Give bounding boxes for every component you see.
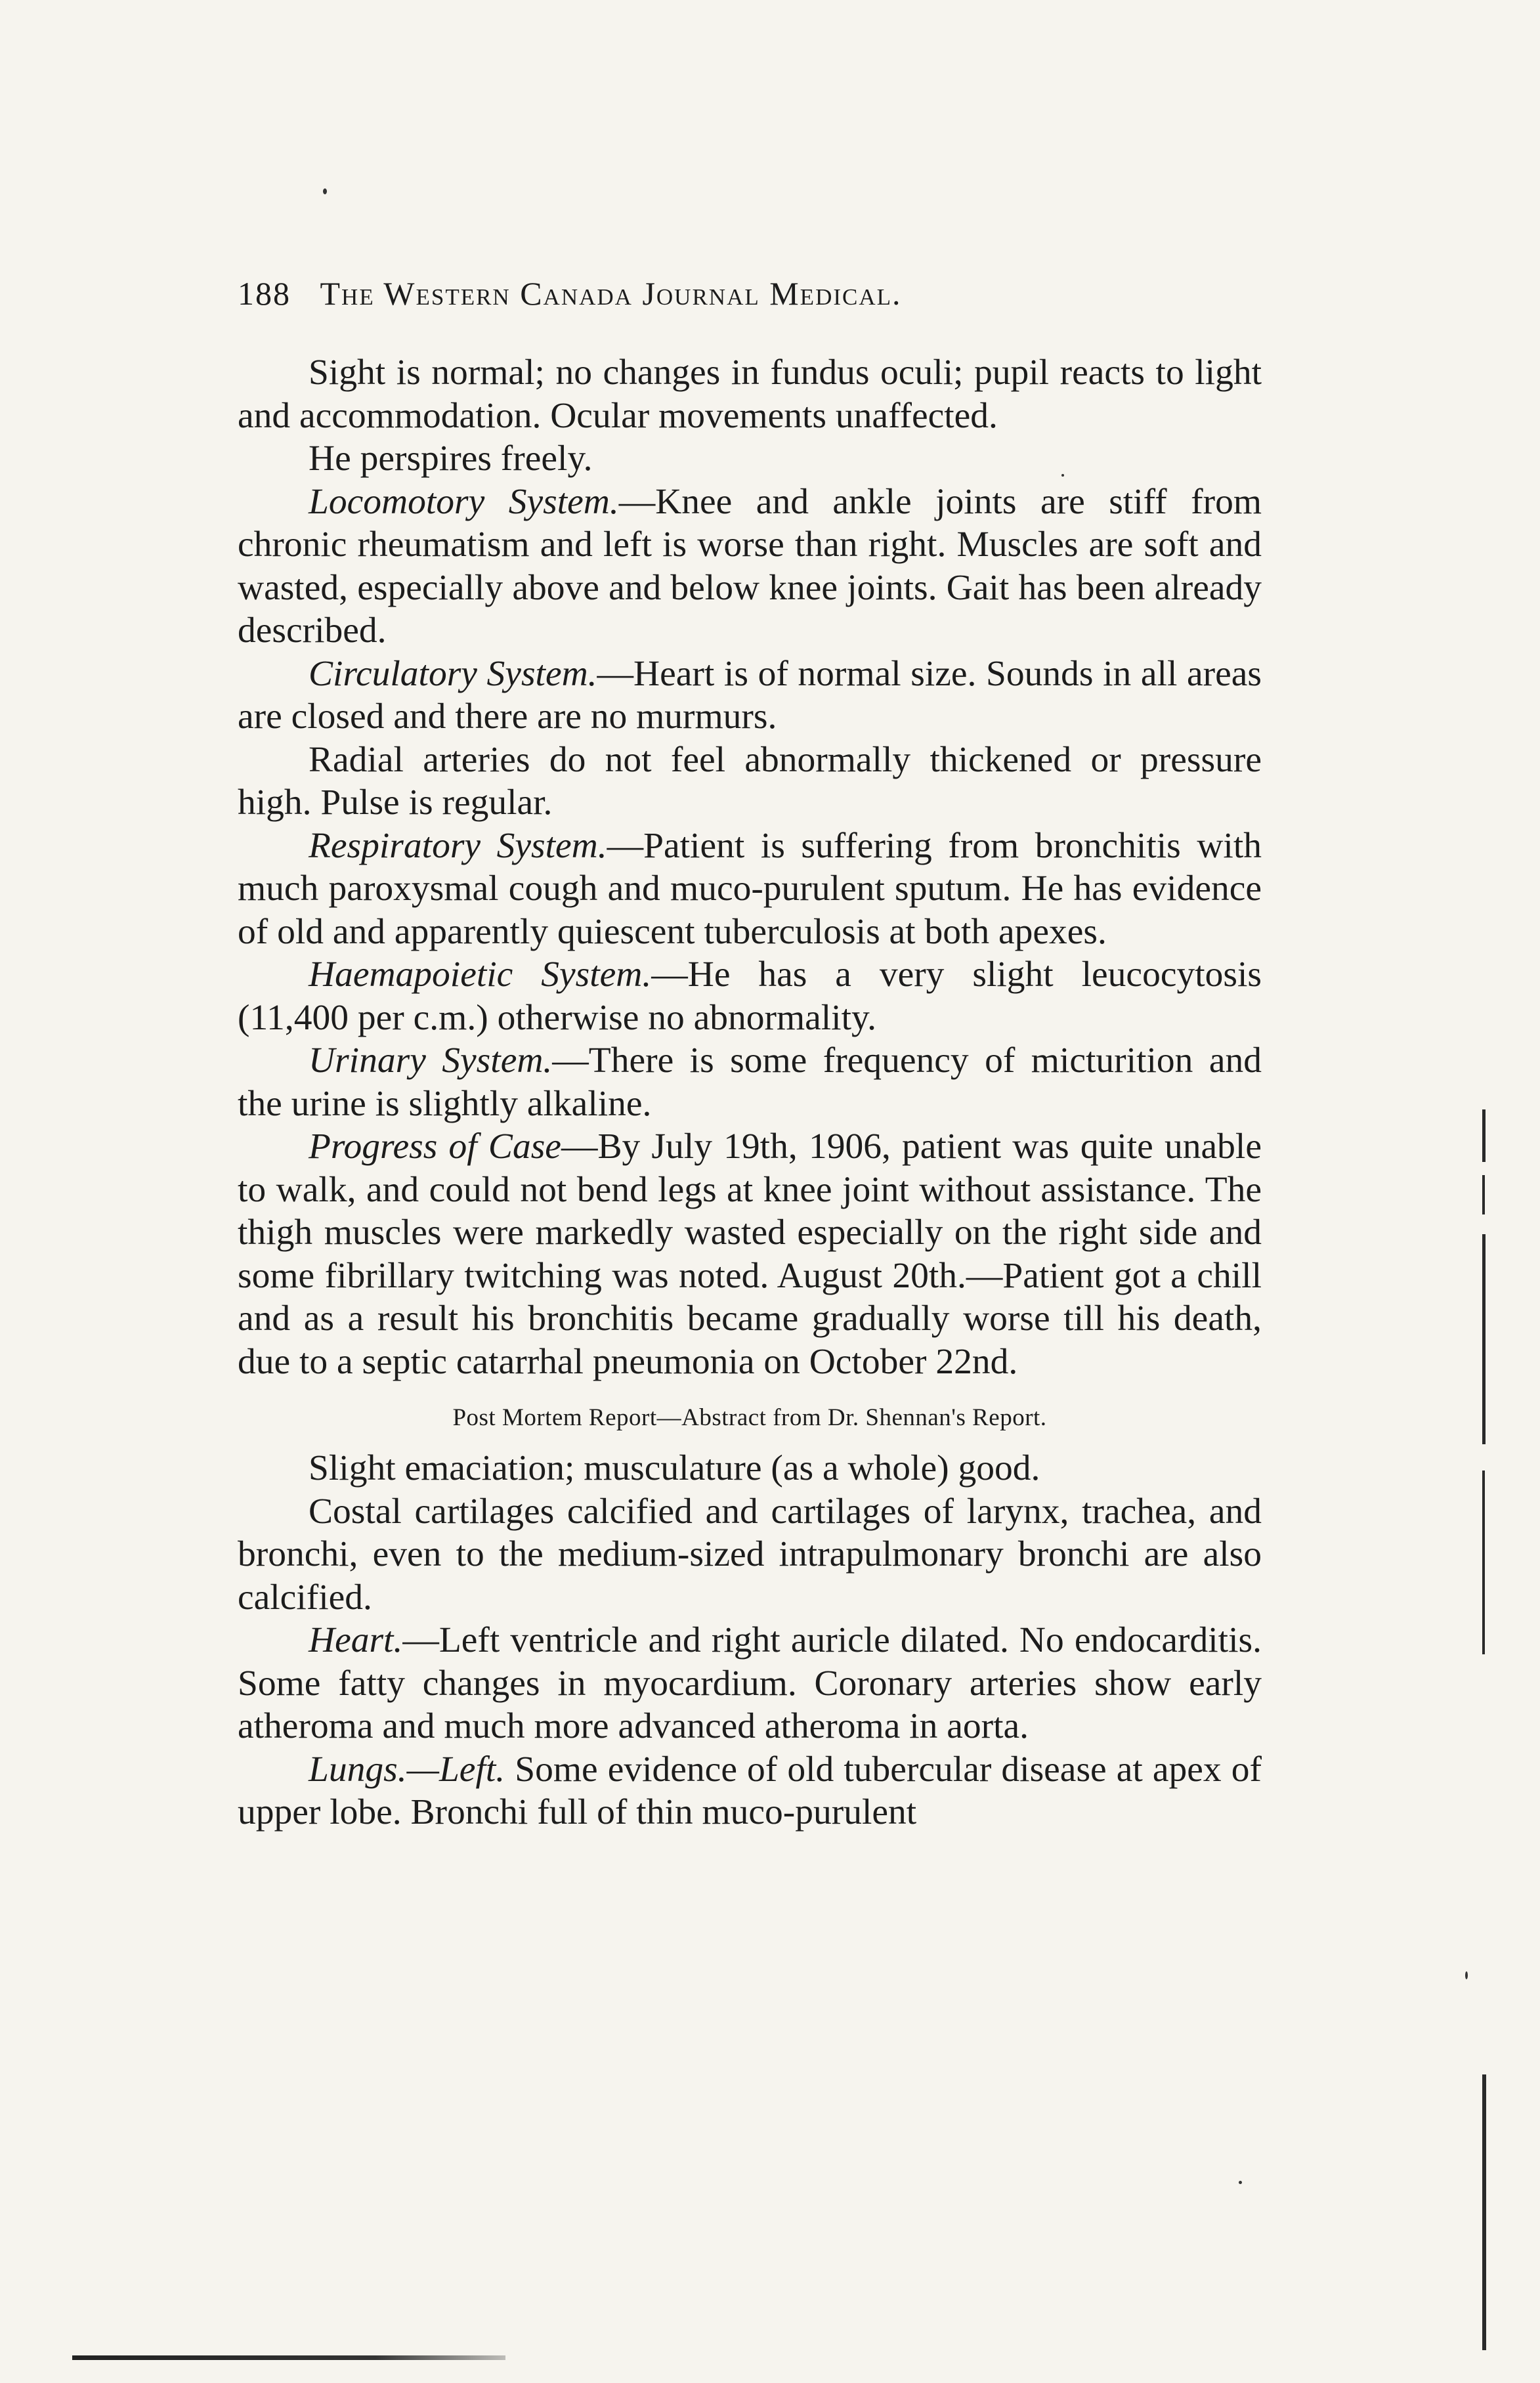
margin-rule [1482, 1175, 1485, 1214]
paragraph: He perspires freely. [309, 439, 593, 479]
article-body [238, 351, 1262, 1834]
margin-rule [1482, 1109, 1486, 1162]
paragraph: Sight is normal; no changes in fundus oculi; pupil reacts to light and accommodation. Ocular movements unaffected. [238, 353, 1262, 436]
margin-rule [1482, 1471, 1485, 1654]
print-speck [323, 188, 327, 194]
section-heading: Post Mortem Report—Abstract from Dr. Shennan's Report. [452, 1404, 1047, 1431]
page-number: 188 [238, 275, 291, 312]
margin-rule [1482, 1234, 1486, 1444]
system-label: Urinary System. [309, 1041, 553, 1081]
system-label: Locomotory System. [309, 481, 619, 522]
paragraph: Urinary System.—There is some frequency of micturition and the urine is slightly alkaline. [238, 1041, 1262, 1124]
system-label: Haemapoietic System. [309, 955, 652, 995]
organ-label: Heart. [309, 1620, 403, 1660]
paragraph: Respiratory System.—Patient is suffering from bronchitis with much paroxysmal cough and muco-purulent sputum. He has evidence of old and apparently quiescent tuberculosis at both apexes. [238, 825, 1262, 952]
paragraph: Slight emaciation; musculature (as a whole) good. [309, 1448, 1040, 1488]
paragraph: Costal cartilages calcified and cartilages of larynx, trachea, and bronchi, even to the medium-sized intrapulmonary bronchi are also calcified. [238, 1491, 1262, 1618]
margin-rule [1482, 2074, 1486, 2350]
organ-label: Lungs.—Left. [309, 1749, 505, 1790]
paragraph: Locomotory System.—Knee and ankle joints are stiff from chronic rheumatism and left is worse than right. Muscles are soft and wasted, especially above and below knee joints. Gait has been already described. [238, 481, 1262, 651]
paragraph: Haemapoietic System.—He has a very slight leucocytosis (11,400 per c.m.) otherwise no abnormality. [238, 955, 1262, 1038]
paragraph: Heart.—Left ventricle and right auricle dilated. No endocarditis. Some fatty changes in myocardium. Coronary arteries show early atheroma and much more advanced atheroma in aorta. [238, 1620, 1262, 1746]
running-head [238, 274, 902, 312]
paragraph: Circulatory System.—Heart is of normal size. Sounds in all areas are closed and there are no murmurs. [238, 653, 1262, 737]
print-speck [1239, 2181, 1242, 2184]
journal-title: The Western Canada Journal Medical. [320, 275, 902, 312]
print-speck [1465, 1971, 1468, 1979]
paragraph: Lungs.—Left. Some evidence of old tubercular disease at apex of upper lobe. Bronchi full of thin muco-purulent [238, 1749, 1262, 1832]
system-label: Circulatory System. [309, 653, 597, 694]
system-label: Progress of Case [309, 1127, 561, 1167]
bottom-rule [72, 2355, 505, 2360]
paragraph: Radial arteries do not feel abnormally thickened or pressure high. Pulse is regular. [238, 739, 1262, 823]
system-label: Respiratory System. [309, 825, 607, 866]
paragraph: Progress of Case—By July 19th, 1906, patient was quite unable to walk, and could not bend legs at knee joint without assistance. The thigh muscles were markedly wasted especially on the right side and some fibrillary twitching was noted. August 20th.—Patient got a chill and as a result his bronchitis became gradually worse till his death, due to a septic catarrhal pneumonia on October 22nd. [238, 1127, 1262, 1382]
